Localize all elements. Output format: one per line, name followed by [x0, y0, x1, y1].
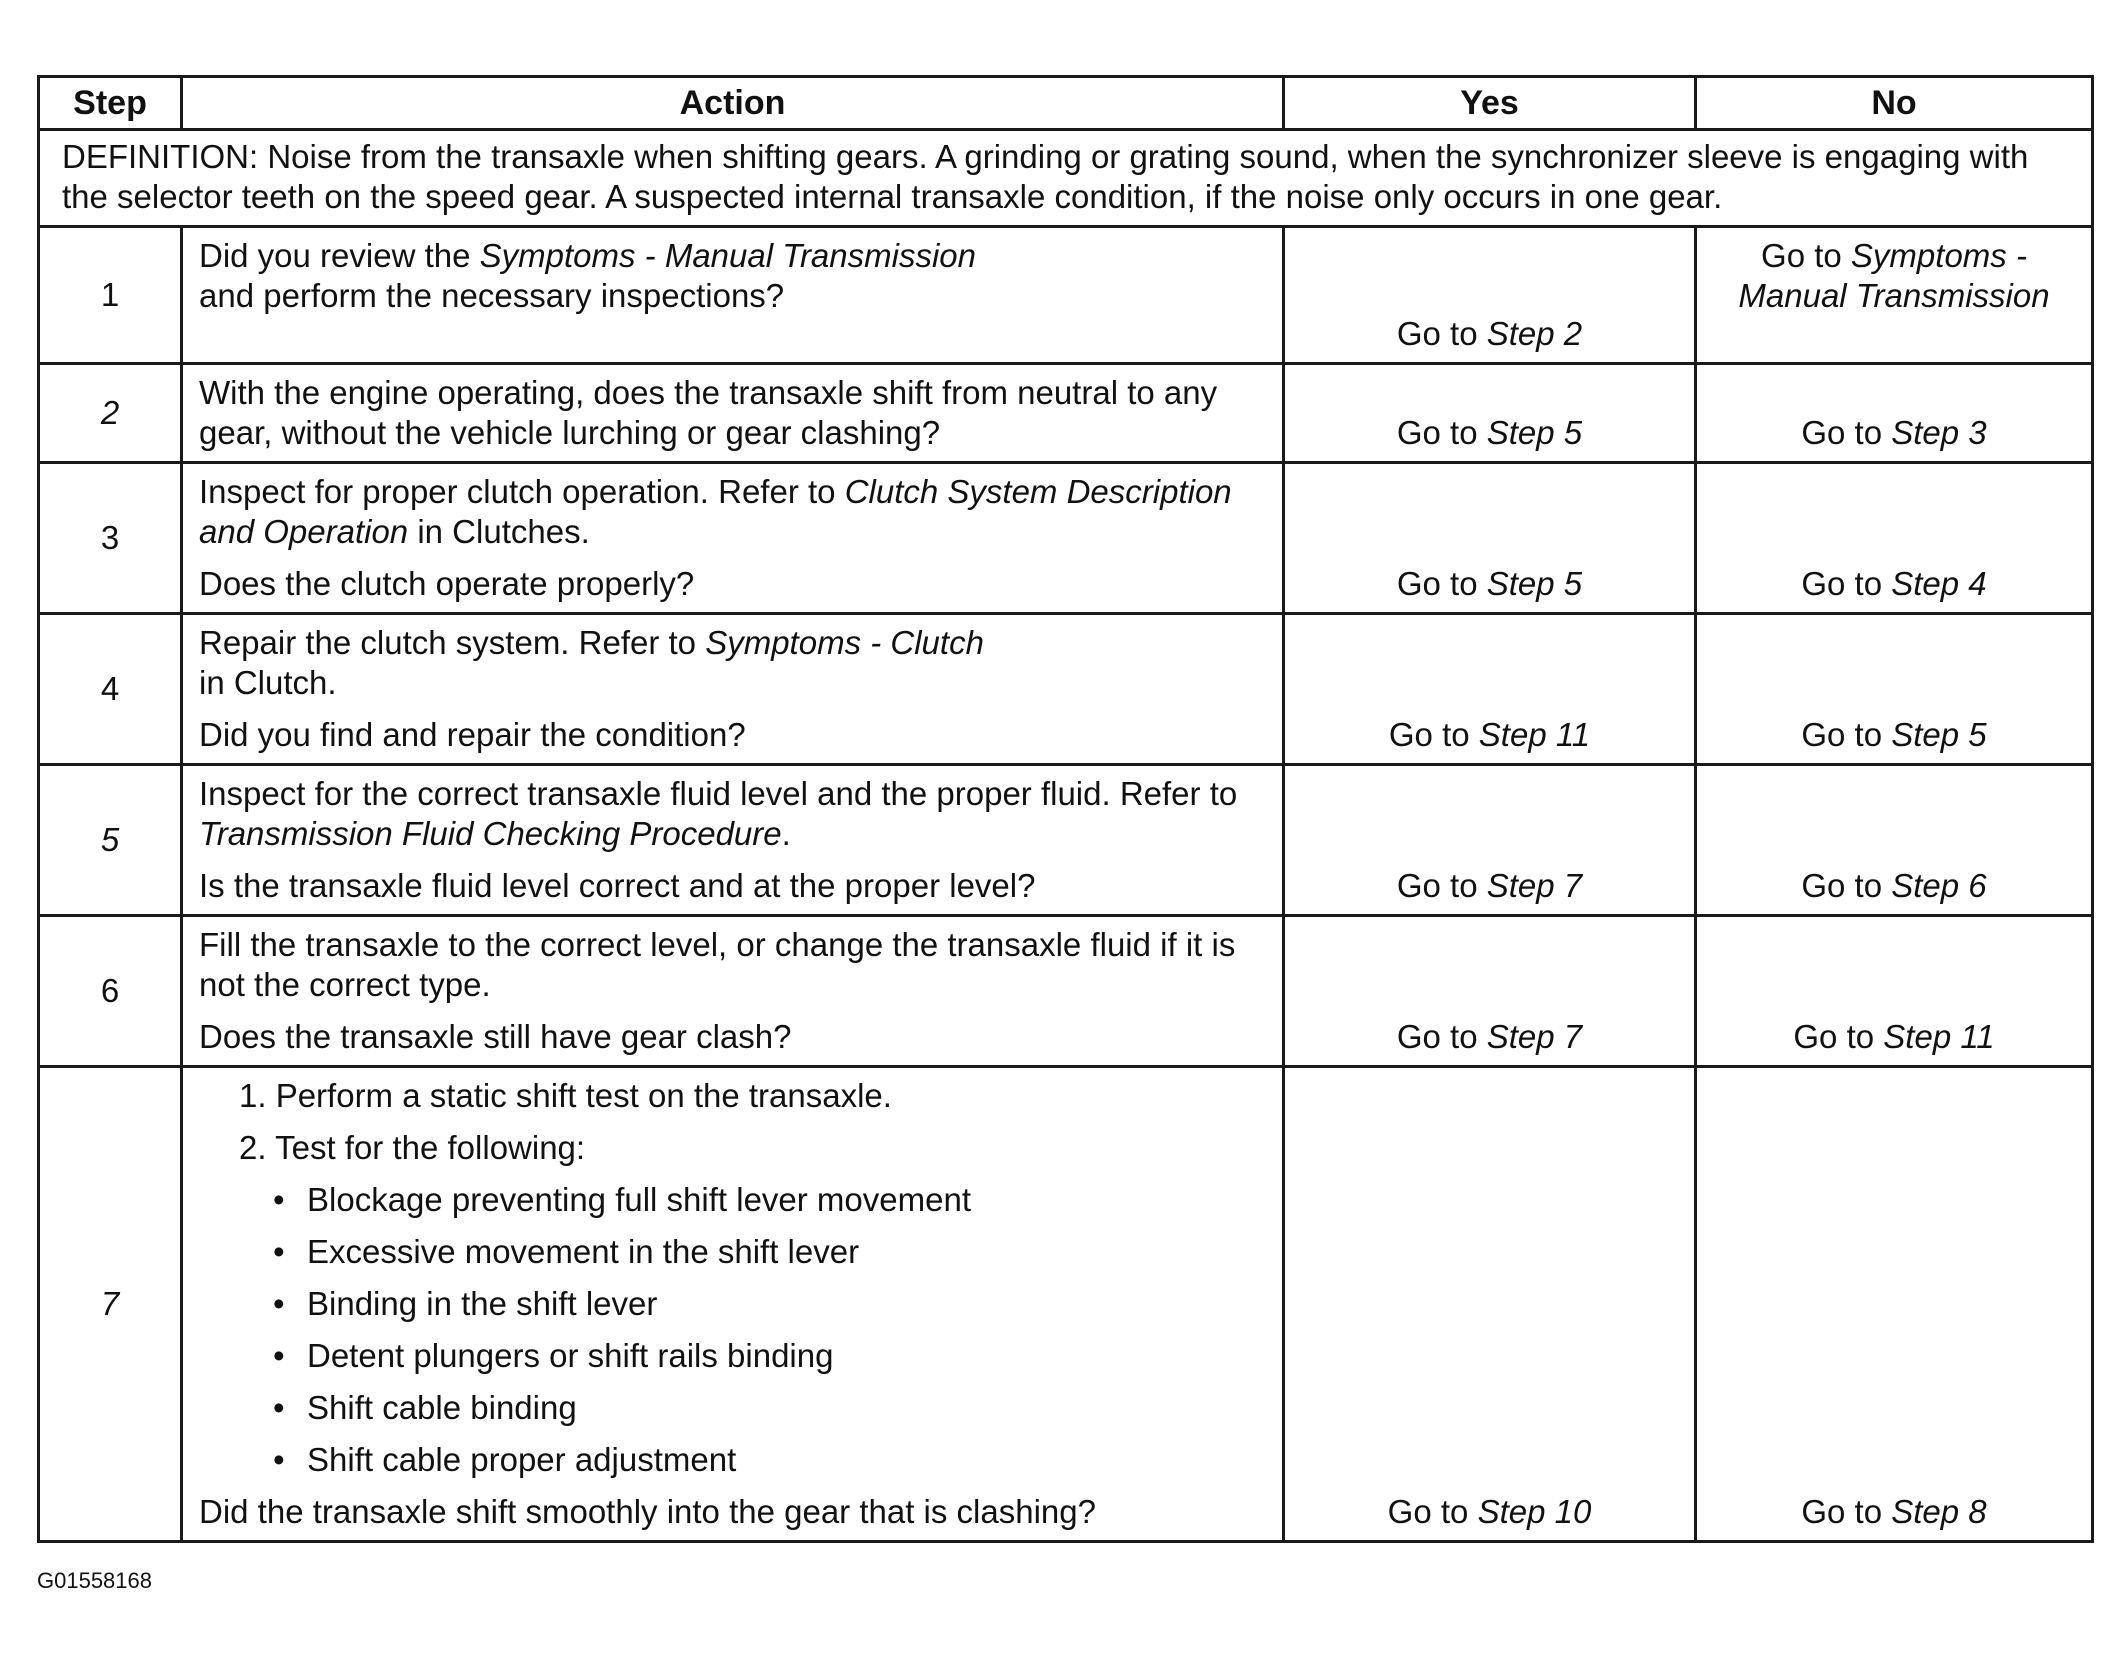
yes-cell [1284, 1067, 1696, 1542]
diagnostic-table-container [37, 75, 2091, 1543]
action-line [199, 472, 1266, 552]
table-row [39, 1067, 2093, 1542]
header-step: Step [39, 77, 182, 130]
yes-cell [1284, 364, 1696, 463]
action-reference: Symptoms - Clutch [705, 624, 984, 661]
bullet-item [273, 1284, 1266, 1324]
yes-cell [1284, 916, 1696, 1067]
list-item: 1. Perform a static shift test on the transaxle. [239, 1077, 892, 1114]
bullet-list [239, 1180, 1266, 1480]
action-question: Does the clutch operate properly? [199, 565, 695, 602]
action-question: Did the transaxle shift smoothly into the gear that is clashing? [199, 1493, 1096, 1530]
action-cell [182, 364, 1284, 463]
step-number: 5 [39, 765, 182, 916]
no-target-link[interactable]: Symptoms - Manual Transmission [1738, 237, 2050, 314]
no-target-link[interactable]: Step 4 [1891, 565, 1987, 602]
no-label: Go to [1801, 1493, 1892, 1530]
header-action: Action [182, 77, 1284, 130]
bullet-text: Detent plungers or shift rails binding [307, 1337, 834, 1374]
step-number: 2 [39, 364, 182, 463]
bullet-icon: • [273, 1337, 285, 1374]
no-target-link[interactable]: Step 8 [1891, 1493, 1987, 1530]
no-label: Go to [1801, 716, 1892, 753]
action-text: Fill the transaxle to the correct level, or change the transaxle fluid if it is not the correct type. [199, 926, 1236, 1003]
action-line: in Clutch. [199, 664, 337, 701]
bullet-icon: • [273, 1389, 285, 1426]
yes-cell [1284, 463, 1696, 614]
no-target-link[interactable]: Step 3 [1891, 414, 1987, 451]
yes-cell [1284, 614, 1696, 765]
no-cell [1696, 227, 2093, 364]
yes-label: Go to [1396, 867, 1487, 904]
no-cell [1696, 916, 2093, 1067]
table-row [39, 463, 2093, 614]
yes-label: Go to [1396, 414, 1487, 451]
no-label: Go to [1761, 237, 1851, 274]
yes-label: Go to [1396, 565, 1487, 602]
bullet-icon: • [273, 1285, 285, 1322]
yes-cell [1284, 227, 1696, 364]
action-cell [182, 463, 1284, 614]
yes-cell [1284, 765, 1696, 916]
action-text: Did you review the [199, 237, 480, 274]
figure-code: G01558168 [37, 1568, 152, 1593]
step-number: 7 [39, 1067, 182, 1542]
no-label: Go to [1793, 1018, 1884, 1055]
table-row [39, 614, 2093, 765]
yes-target-link[interactable]: Step 11 [1478, 716, 1591, 753]
bullet-icon: • [273, 1441, 285, 1478]
list-item [239, 1128, 1266, 1480]
action-question: Did you find and repair the condition? [199, 716, 746, 753]
bullet-text: Shift cable binding [307, 1389, 577, 1426]
diagnostic-table [37, 75, 2094, 1543]
list-item-text: 2. Test for the following: [239, 1129, 586, 1166]
no-cell [1696, 765, 2093, 916]
yes-target-link[interactable]: Step 7 [1486, 1018, 1583, 1055]
definition-row [39, 130, 2093, 227]
action-question: Does the transaxle still have gear clash? [199, 1018, 792, 1055]
no-label: Go to [1801, 867, 1892, 904]
no-target-link[interactable]: Step 6 [1891, 867, 1987, 904]
action-line [199, 623, 1266, 663]
action-text: . [781, 815, 791, 852]
yes-target-link[interactable]: Step 7 [1486, 867, 1583, 904]
action-text: Inspect for proper clutch operation. Refer to [199, 473, 845, 510]
action-line [199, 236, 1266, 276]
bullet-icon: • [273, 1181, 285, 1218]
table-row [39, 916, 2093, 1067]
yes-label: Go to [1387, 1493, 1478, 1530]
step-number: 4 [39, 614, 182, 765]
header-no: No [1696, 77, 2093, 130]
yes-target-link[interactable]: Step 10 [1477, 1493, 1592, 1530]
bullet-item [273, 1440, 1266, 1480]
action-text: With the engine operating, does the transaxle shift from neutral to any gear, without the vehicle lurching or gear clashing? [199, 374, 1218, 451]
action-reference: Transmission Fluid Checking Procedure [199, 815, 782, 852]
action-cell [182, 1067, 1284, 1542]
no-cell [1696, 364, 2093, 463]
action-reference: Clutch System Description and Operation [199, 473, 1232, 550]
action-cell [182, 916, 1284, 1067]
yes-target-link[interactable]: Step 5 [1486, 565, 1583, 602]
header-yes: Yes [1284, 77, 1696, 130]
bullet-text: Shift cable proper adjustment [307, 1441, 737, 1478]
bullet-item [273, 1232, 1266, 1272]
yes-target-link[interactable]: Step 2 [1486, 315, 1583, 352]
action-reference: Symptoms - Manual Transmission [479, 237, 976, 274]
no-label: Go to [1801, 565, 1892, 602]
no-target-link[interactable]: Step 5 [1891, 716, 1987, 753]
no-target-link[interactable]: Step 11 [1883, 1018, 1995, 1055]
action-line [199, 774, 1266, 854]
bullet-text: Blockage preventing full shift lever movement [307, 1181, 971, 1218]
table-row [39, 227, 2093, 364]
table-row [39, 364, 2093, 463]
bullet-item [273, 1180, 1266, 1220]
yes-label: Go to [1388, 716, 1479, 753]
no-cell [1696, 463, 2093, 614]
bullet-text: Binding in the shift lever [307, 1285, 658, 1322]
step-number: 6 [39, 916, 182, 1067]
no-cell [1696, 614, 2093, 765]
action-text: in Clutches. [408, 513, 590, 550]
action-cell [182, 765, 1284, 916]
no-cell [1696, 1067, 2093, 1542]
no-label: Go to [1801, 414, 1892, 451]
numbered-list [199, 1076, 1266, 1480]
action-text: Repair the clutch system. Refer to [199, 624, 706, 661]
yes-label: Go to [1396, 1018, 1487, 1055]
action-cell [182, 227, 1284, 364]
step-number: 1 [39, 227, 182, 364]
action-line: and perform the necessary inspections? [199, 277, 785, 314]
definition-text: DEFINITION: Noise from the transaxle when shifting gears. A grinding or grating sound, when the synchronizer sleeve is engaging with the selector teeth on the speed gear. A suspected internal transaxle condition, if the noise only occurs in one gear. [39, 130, 2093, 227]
action-text: Inspect for the correct transaxle fluid level and the proper fluid. Refer to [199, 775, 1238, 812]
bullet-text: Excessive movement in the shift lever [307, 1233, 860, 1270]
table-row [39, 765, 2093, 916]
yes-label: Go to [1396, 315, 1487, 352]
bullet-item [273, 1336, 1266, 1376]
header-row [39, 77, 2093, 130]
bullet-icon: • [273, 1233, 285, 1270]
action-question: Is the transaxle fluid level correct and at the proper level? [199, 867, 1036, 904]
bullet-item [273, 1388, 1266, 1428]
action-cell [182, 614, 1284, 765]
step-number: 3 [39, 463, 182, 614]
yes-target-link[interactable]: Step 5 [1486, 414, 1583, 451]
